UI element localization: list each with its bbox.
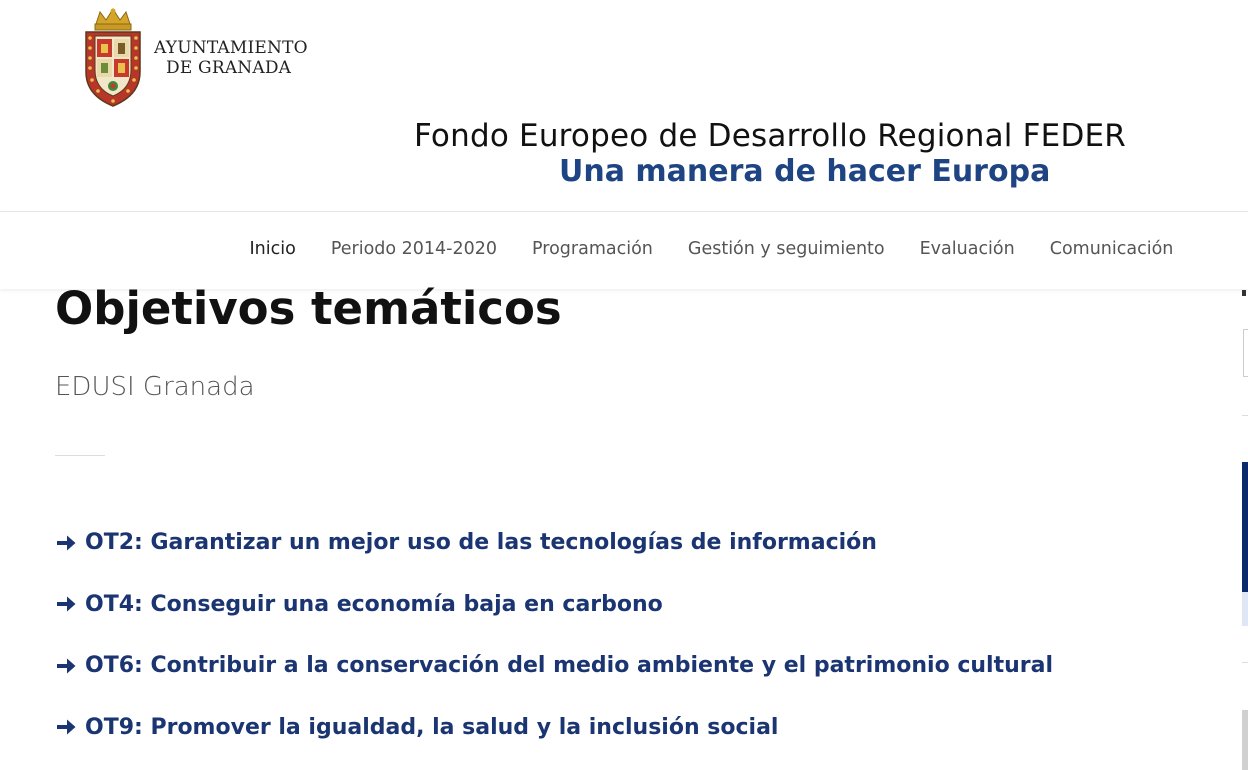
- sidebar-block-edge: [1242, 710, 1248, 770]
- nav-item-inicio[interactable]: Inicio: [249, 239, 296, 259]
- sidebar-divider: [1242, 662, 1248, 663]
- page-title: Objetivos temáticos: [55, 282, 562, 335]
- logo-line-2: DE GRANADA: [166, 58, 292, 78]
- nav-item-gestion[interactable]: Gestión y seguimiento: [687, 239, 885, 259]
- logo-line-1: AYUNTAMIENTO: [154, 38, 308, 58]
- feder-tagline: Una manera de hacer Europa: [559, 154, 1051, 189]
- site-header: [0, 0, 1248, 212]
- page-subtitle: EDUSI Granada: [55, 372, 255, 402]
- objective-link-ot6[interactable]: [55, 635, 1053, 697]
- nav-item-programacion[interactable]: Programación: [532, 239, 653, 259]
- sidebar-banner-edge[interactable]: [1242, 462, 1248, 592]
- arrow-right-icon: [55, 655, 77, 677]
- logo-text: [154, 38, 308, 78]
- sidebar-banner-footer-edge: [1242, 592, 1248, 626]
- objective-label: OT4: Conseguir una economía baja en carbono: [85, 591, 663, 617]
- objective-label: OT9: Promover la igualdad, la salud y la inclusión social: [85, 714, 779, 740]
- nav-item-periodo[interactable]: Periodo 2014-2020: [330, 239, 498, 259]
- arrow-right-icon: [55, 532, 77, 554]
- sidebar-edge-mark: [1242, 290, 1246, 296]
- main-navigation: [0, 213, 1248, 289]
- sidebar-divider: [1242, 415, 1248, 416]
- objective-link-ot4[interactable]: [55, 574, 1053, 636]
- title-divider: [55, 455, 105, 456]
- arrow-right-icon: [55, 716, 77, 738]
- feder-title: Fondo Europeo de Desarrollo Regional FEDER: [414, 118, 1127, 154]
- nav-item-comunicacion[interactable]: Comunicación: [1049, 239, 1174, 259]
- objectives-list: [55, 512, 1053, 758]
- sidebar-search-box-edge[interactable]: [1243, 329, 1248, 377]
- objective-label: OT6: Contribuir a la conservación del medio ambiente y el patrimonio cultural: [85, 653, 1054, 679]
- site-logo[interactable]: [78, 6, 308, 110]
- objective-link-ot2[interactable]: [55, 512, 1053, 574]
- objective-link-ot9[interactable]: [55, 697, 1053, 759]
- coat-of-arms-icon: [78, 6, 148, 110]
- nav-item-evaluacion[interactable]: Evaluación: [919, 239, 1015, 259]
- objective-label: OT2: Garantizar un mejor uso de las tecnologías de información: [85, 530, 877, 556]
- arrow-right-icon: [55, 593, 77, 615]
